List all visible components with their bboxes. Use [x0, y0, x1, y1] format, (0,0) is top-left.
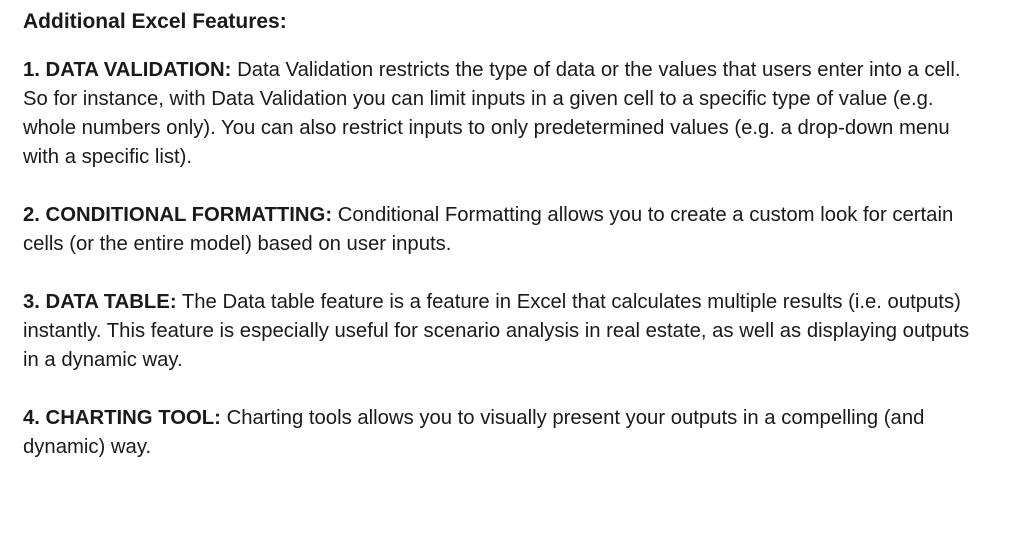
feature-term: 3. DATA TABLE: [23, 291, 177, 313]
document-body [23, 8, 983, 491]
feature-description: Data Validation restricts the type of data or the values that users enter into a cell. So for instance, with Data Validation you can limit inputs in a given cell to a specific type of value (e.g. whole numbers only). You can also restrict inputs to only predetermined values (e.g. a drop-down menu with a specific list). [23, 59, 961, 168]
feature-term: 1. DATA VALIDATION: [23, 59, 232, 81]
feature-term: 2. CONDITIONAL FORMATTING: [23, 204, 333, 226]
feature-charting-tool [23, 404, 983, 462]
feature-term: 4. CHARTING TOOL: [23, 407, 221, 429]
feature-description: Conditional Formatting allows you to create a custom look for certain cells (or the entire model) based on user inputs. [23, 204, 954, 255]
feature-data-validation [23, 56, 983, 172]
feature-description: The Data table feature is a feature in Excel that calculates multiple results (i.e. outputs) instantly. This feature is especially useful for scenario analysis in real estate, as well as displaying outputs in a dynamic way. [23, 291, 970, 371]
feature-data-table [23, 288, 983, 375]
feature-conditional-formatting [23, 201, 983, 259]
document-heading: Additional Excel Features: [23, 10, 287, 33]
feature-description: Charting tools allows you to visually present your outputs in a compelling (and dynamic) way. [23, 407, 925, 458]
